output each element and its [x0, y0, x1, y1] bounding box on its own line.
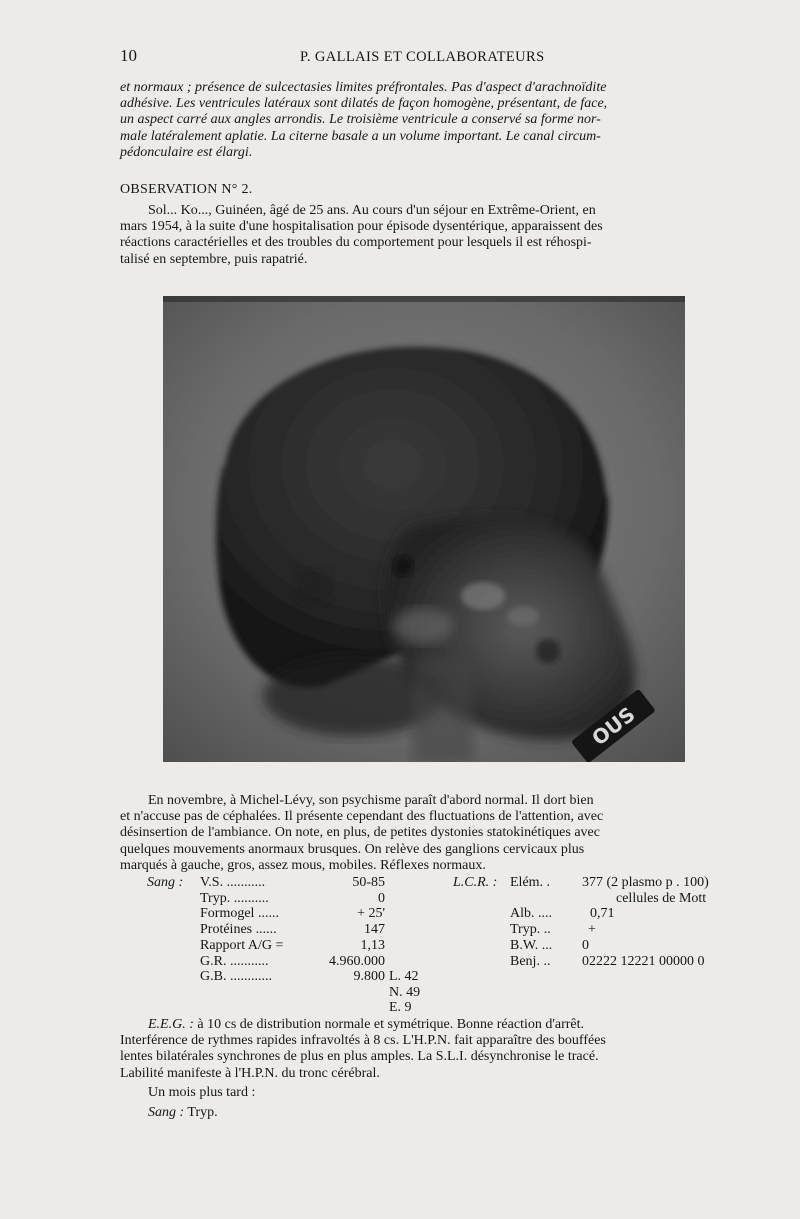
intro-paragraph: [120, 80, 730, 161]
lcr-row-value: 0,71: [590, 906, 615, 922]
observation-heading: OBSERVATION N° 2.: [120, 182, 253, 197]
blood-row-name: G.R. ...........: [200, 953, 269, 969]
eeg-line: Interférence de rythmes rapides infravoltés à 8 cs. L'H.P.N. fait apparaître des bouffées: [120, 1033, 606, 1049]
blood-row-value: 4.960.000: [329, 953, 385, 969]
lcr-label: L.C.R. :: [453, 875, 498, 890]
exam-line: En novembre, à Michel-Lévy, son psychisme paraît d'abord normal. Il dort bien: [148, 793, 594, 808]
eeg-line: à 10 cs de distribution normale et symétrique. Bonne réaction d'arrêt.: [197, 1017, 585, 1032]
followup-line: [148, 1105, 218, 1121]
eeg-line-first: [120, 1017, 730, 1033]
followup-heading: Un mois plus tard :: [148, 1085, 256, 1100]
intro-line: adhésive. Les ventricules latéraux sont dilatés de façon homogène, présentant, de face,: [120, 96, 608, 112]
formula-line: L. 42: [389, 969, 419, 984]
history-line: réactions caractérielles et des troubles du comportement pour lesquels il est réhospi-: [120, 235, 592, 251]
exam-line: marqués à gauche, gros, assez mous, mobiles. Réflexes normaux.: [120, 857, 486, 873]
eeg-label: E.E.G. :: [148, 1017, 194, 1032]
eeg-paragraph: [120, 1017, 730, 1082]
blood-row-value: 0: [378, 890, 385, 906]
intro-line: male latéralement aplatie. La citerne basale a un volume important. Le canal circum-: [120, 128, 601, 144]
intro-line: pédonculaire est élargi.: [120, 144, 253, 160]
eeg-line: lentes bilatérales synchrones de plus en plus amples. La S.L.I. désynchronise le tracé.: [120, 1049, 599, 1065]
blood-row-value: 147: [364, 922, 385, 938]
followup-label: Sang :: [148, 1105, 185, 1120]
blood-row-name: Rapport A/G =: [200, 937, 284, 953]
page-number: 10: [120, 46, 137, 65]
history-line: Sol... Ko..., Guinéen, âgé de 25 ans. Au cours d'un séjour en Extrême-Orient, en: [148, 203, 596, 218]
blood-formula: [389, 969, 420, 1016]
skull-xray-image: [163, 296, 685, 762]
eeg-line: Labilité manifeste à l'H.P.N. du tronc cérébral.: [120, 1065, 380, 1081]
blood-table: [200, 875, 283, 985]
lcr-row-name: Elém. .: [510, 875, 551, 890]
blood-row-name: V.S. ...........: [200, 875, 266, 890]
exam-line: quelques mouvements anormaux brusques. On relève des ganglions cervicaux plus: [120, 841, 585, 857]
blood-row-name: Formogel ......: [200, 906, 279, 922]
lcr-values: [582, 875, 709, 969]
lcr-row-name: Alb. ....: [510, 906, 552, 922]
exam-line: désinsertion de l'ambiance. On note, en plus, de petites dystonies statokinétiques avec: [120, 825, 600, 841]
history-line: mars 1954, à la suite d'une hospitalisation pour épisode dysentérique, apparaissent des: [120, 219, 603, 235]
lcr-row-name: Tryp. ..: [510, 922, 551, 938]
running-title: P. GALLAIS ET COLLABORATEURS: [300, 49, 545, 65]
blood-row-value: 1,13: [360, 937, 385, 953]
blood-row-name: Protéines ......: [200, 922, 277, 938]
history-line: talisé en septembre, puis rapatrié.: [120, 251, 308, 267]
followup-text: Tryp.: [187, 1105, 218, 1120]
lcr-row-value: 0: [582, 937, 589, 953]
formula-line: N. 49: [389, 984, 421, 1000]
lcr-table: [510, 875, 552, 969]
history-paragraph: [120, 203, 730, 268]
blood-row-value: 50-85: [352, 875, 385, 890]
blood-row-name: G.B. ............: [200, 969, 272, 985]
blood-values: [318, 875, 385, 985]
lcr-row-name: Benj. ..: [510, 953, 551, 969]
xray-tag-label: OUS: [587, 702, 640, 751]
blood-row-value: + 25': [357, 906, 385, 922]
exam-paragraph: [120, 793, 730, 874]
intro-line: et normaux ; présence de sulcectasies limites préfrontales. Pas d'aspect d'arachnoïdite: [120, 80, 607, 95]
lcr-row-value: cellules de Mott: [616, 890, 707, 906]
lcr-row-name: B.W. ...: [510, 937, 553, 953]
lcr-row-value: +: [588, 922, 596, 938]
lcr-row-value: 377 (2 plasmo p . 100): [582, 875, 709, 890]
intro-line: un aspect carré aux angles arrondis. Le troisième ventricule a conservé sa forme nor-: [120, 112, 601, 128]
blood-label: Sang :: [147, 875, 184, 890]
formula-line: E. 9: [389, 1000, 412, 1016]
lcr-row-value: 02222 12221 00000 0: [582, 953, 705, 969]
exam-line: et n'accuse pas de céphalées. Il présente cependant des fluctuations de l'attention, avec: [120, 809, 604, 825]
blood-row-name: Tryp. ..........: [200, 890, 269, 906]
lcr-row-name: [510, 891, 552, 907]
blood-row-value: 9.800: [353, 969, 385, 985]
